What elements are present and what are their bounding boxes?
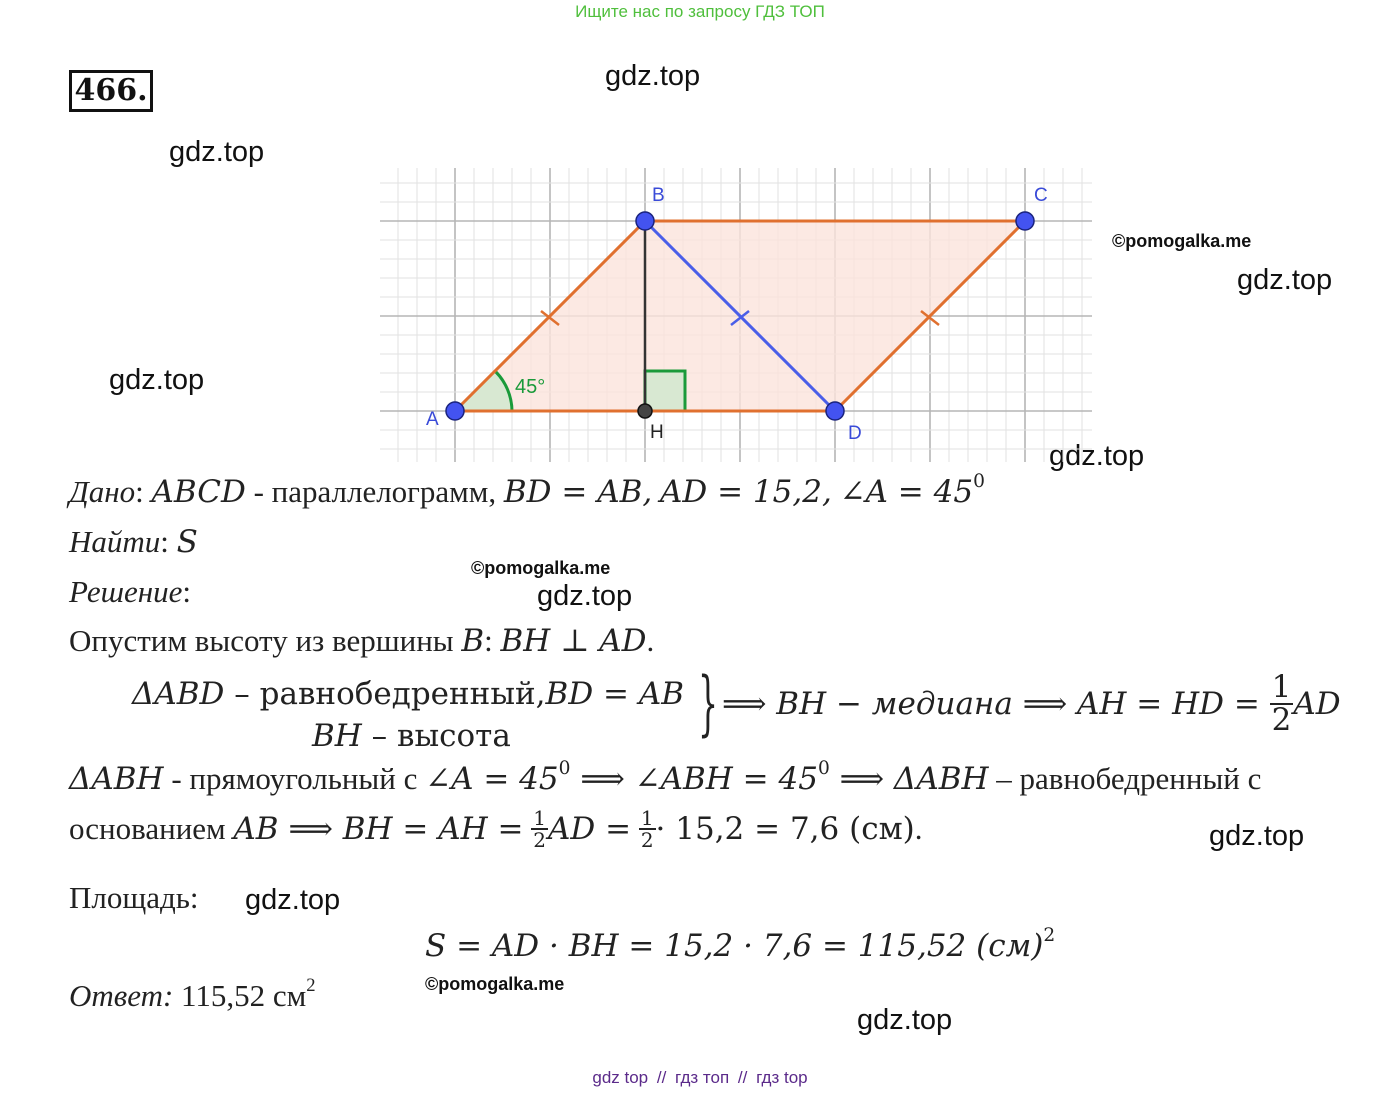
watermark-gdz: gdz.top — [169, 136, 265, 168]
step3-m4: ⟹ ΔABH — [829, 761, 989, 797]
given-sep: : — [135, 474, 144, 509]
right-angle-mark — [645, 371, 685, 411]
label-d: D — [848, 423, 862, 444]
given-angle: ∠A = 45 — [839, 474, 974, 510]
answer-exp: 2 — [306, 975, 316, 997]
step2-l2-text: – высота — [361, 718, 511, 754]
step3-m1: ΔABH — [69, 761, 164, 797]
find-line — [69, 524, 198, 560]
solution-label — [69, 574, 191, 610]
problem-number: 466. — [69, 70, 153, 112]
watermark-pomogalka: ©pomogalka.me — [1112, 231, 1252, 251]
step2-line1 — [132, 676, 684, 712]
answer-label: Ответ: — [69, 978, 174, 1013]
given-angle-exp: 0 — [973, 471, 985, 493]
step2-concl-b: AD — [1293, 686, 1341, 722]
answer-value: 115,52 см — [173, 978, 307, 1013]
step4-end: . — [914, 811, 923, 846]
step3-t1: - прямоугольный с — [163, 761, 426, 796]
frac-num: 1 — [1271, 669, 1292, 705]
point-h — [638, 404, 652, 418]
step4-line — [69, 808, 923, 850]
given-cond1: BD = AB, — [503, 474, 653, 510]
step3-line — [69, 758, 1262, 797]
step2-conclusion — [722, 669, 1341, 738]
point-a — [446, 402, 464, 420]
frac2-den: 2 — [640, 828, 654, 852]
label-b: B — [652, 185, 665, 206]
step3-t2: – равнобедренный с — [988, 761, 1262, 796]
top-banner[interactable]: Ищите нас по запросу ГДЗ ТОП — [575, 2, 825, 21]
step2-l2-math: BH — [312, 718, 362, 754]
step1-text: Опустим высоту из вершины — [69, 623, 462, 658]
watermark-gdz: gdz.top — [1237, 264, 1333, 296]
step3-e3: 0 — [817, 758, 830, 780]
frac1-num: 1 — [533, 806, 546, 830]
given-text: - параллелограмм, — [245, 474, 504, 509]
parallelogram-figure — [0, 0, 1400, 480]
label-a: A — [426, 409, 439, 430]
footer-link[interactable]: гдз top — [756, 1068, 808, 1087]
step2-l1-text: – равнобедренный, — [224, 676, 546, 712]
solution-label-text: Решение — [69, 574, 183, 609]
watermark-gdz: gdz.top — [1209, 820, 1305, 852]
watermark-gdz: gdz.top — [605, 60, 701, 92]
label-h: H — [650, 422, 664, 443]
given-figure: ABCD — [151, 474, 246, 510]
find-label: Найти — [69, 524, 161, 559]
watermark-gdz: gdz.top — [245, 884, 341, 916]
area-label: Площадь: — [69, 880, 199, 915]
step4-m2: AD = — [547, 811, 632, 847]
label-c: C — [1034, 185, 1048, 206]
footer-link[interactable]: gdz top — [592, 1068, 649, 1087]
given-label: Дано — [69, 474, 136, 509]
step2-l1-math2: BD = AB — [545, 676, 685, 712]
find-sep: : — [160, 524, 169, 559]
frac-den: 2 — [1271, 702, 1292, 738]
solution-label-sep: : — [182, 574, 191, 609]
footer-link[interactable]: гдз топ — [675, 1068, 730, 1087]
step1-var: B — [461, 623, 485, 659]
given-cond2: AD = 15,2, — [660, 474, 832, 510]
step4-t1: основанием — [69, 811, 234, 846]
step2-fraction — [1270, 669, 1294, 738]
step4-fraction1 — [531, 808, 548, 850]
watermark-pomogalka: ©pomogalka.me — [471, 558, 611, 578]
watermark-gdz: gdz.top — [1049, 440, 1145, 472]
footer-sep: // — [737, 1068, 748, 1087]
watermark-gdz: gdz.top — [109, 364, 205, 396]
step1-end: . — [646, 623, 655, 658]
watermark-pomogalka: ©pomogalka.me — [425, 974, 565, 994]
step2-brace: } — [698, 662, 719, 744]
angle-label: 45° — [515, 376, 546, 398]
step2-line2 — [312, 718, 511, 754]
find-value: S — [176, 524, 198, 560]
frac2-num: 1 — [640, 806, 654, 830]
formula-exp: 2 — [1043, 925, 1056, 947]
step2-l1-math1: ΔABD — [132, 676, 225, 712]
answer-line — [69, 975, 316, 1014]
formula-text: S = AD · BH = 15,2 · 7,6 = 115,52 (см) — [425, 928, 1044, 964]
given-line — [69, 471, 985, 510]
footer-sep: // — [656, 1068, 667, 1087]
point-b — [636, 212, 654, 230]
step2-concl-a: ⟹ BH − медиана ⟹ AH = HD = — [722, 686, 1260, 722]
step3-m3: ⟹ ∠ABH = 45 — [570, 761, 818, 797]
point-c — [1016, 212, 1034, 230]
watermark-gdz: gdz.top — [537, 580, 633, 612]
step3-e2: 0 — [558, 758, 571, 780]
step4-m1: AB ⟹ BH = AH = — [233, 811, 524, 847]
step4-m3: · 15,2 = 7,6 (см) — [655, 811, 915, 847]
step1-math: BH ⊥ AD — [500, 623, 647, 659]
frac1-den: 2 — [533, 828, 546, 852]
step4-fraction2 — [639, 808, 656, 850]
step3-m2: ∠A = 45 — [425, 761, 559, 797]
watermark-gdz: gdz.top — [857, 1004, 953, 1036]
point-d — [826, 402, 844, 420]
step1-sep: : — [484, 623, 501, 658]
footer-links — [0, 1068, 1400, 1088]
area-formula — [425, 925, 1056, 964]
step1-line — [69, 623, 654, 659]
